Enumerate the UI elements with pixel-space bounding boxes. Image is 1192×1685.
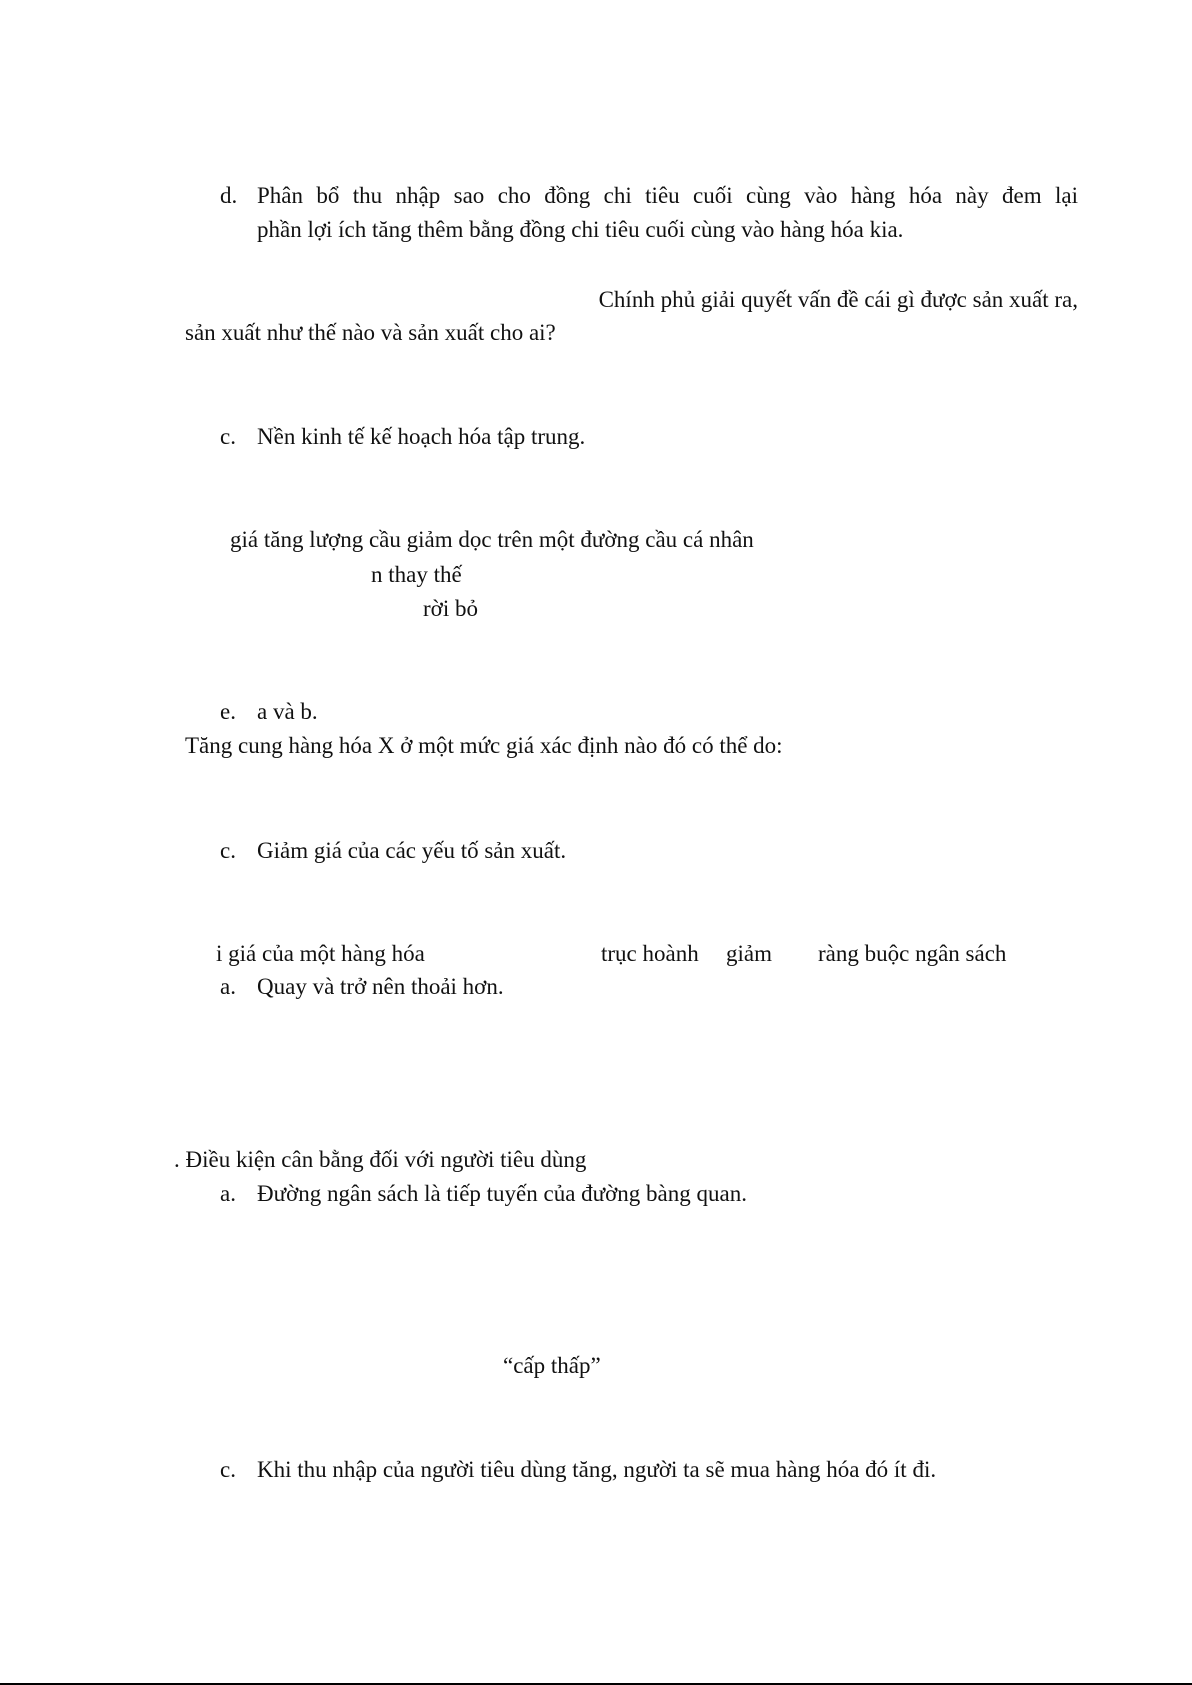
question-equilibrium-text: . Điều kiện cân bằng đối với người tiêu dùng [174, 1147, 587, 1172]
answer-ab-text: a và b. [257, 699, 318, 724]
answer-rotate-text: Quay và trở nên thoải hơn. [257, 974, 504, 999]
answer-planned-marker: c. [220, 424, 236, 449]
answer-income-text: Khi thu nhập của người tiêu dùng tăng, người ta sẽ mua hàng hóa đó ít đi. [257, 1457, 937, 1482]
answer-ab-marker: e. [220, 699, 236, 724]
fragment-budget-part-2: trục hoành [601, 941, 699, 966]
answer-rotate-marker: a. [220, 974, 236, 999]
fragment-demand-line-2: n thay thế [371, 562, 462, 587]
fragment-budget-part-3: giảm [726, 941, 772, 966]
item-d-line-1: Phân bổ thu nhập sao cho đồng chi tiêu cuối cùng vào hàng hóa này đem lại [257, 183, 1078, 208]
fragment-demand-line-3: rời bỏ [423, 596, 478, 621]
item-d-line-2: phần lợi ích tăng thêm bằng đồng chi tiêu cuối cùng vào hàng hóa kia. [257, 217, 904, 242]
answer-factors-marker: c. [220, 838, 236, 863]
fragment-budget-part-4: ràng buộc ngân sách [818, 941, 1007, 966]
fragment-inferior-text: “cấp thấp” [503, 1353, 601, 1378]
answer-planned-text: Nền kinh tế kế hoạch hóa tập trung. [257, 424, 586, 449]
fragment-demand-line-1: giá tăng lượng cầu giảm dọc trên một đường cầu cá nhân [230, 527, 754, 552]
question-economy-line-2: sản xuất như thế nào và sản xuất cho ai? [185, 320, 556, 345]
item-d-marker: d. [220, 183, 238, 208]
answer-income-marker: c. [220, 1457, 236, 1482]
fragment-budget-part-1: i giá của một hàng hóa [216, 941, 425, 966]
answer-tangent-text: Đường ngân sách là tiếp tuyến của đường bàng quan. [257, 1181, 747, 1206]
answer-factors-text: Giảm giá của các yếu tố sản xuất. [257, 838, 567, 863]
answer-tangent-marker: a. [220, 1181, 236, 1206]
question-supply-text: Tăng cung hàng hóa X ở một mức giá xác định nào đó có thể do: [185, 733, 783, 758]
question-economy-line-1: Chính phủ giải quyết vấn đề cái gì được sản xuất ra, [598, 287, 1078, 312]
